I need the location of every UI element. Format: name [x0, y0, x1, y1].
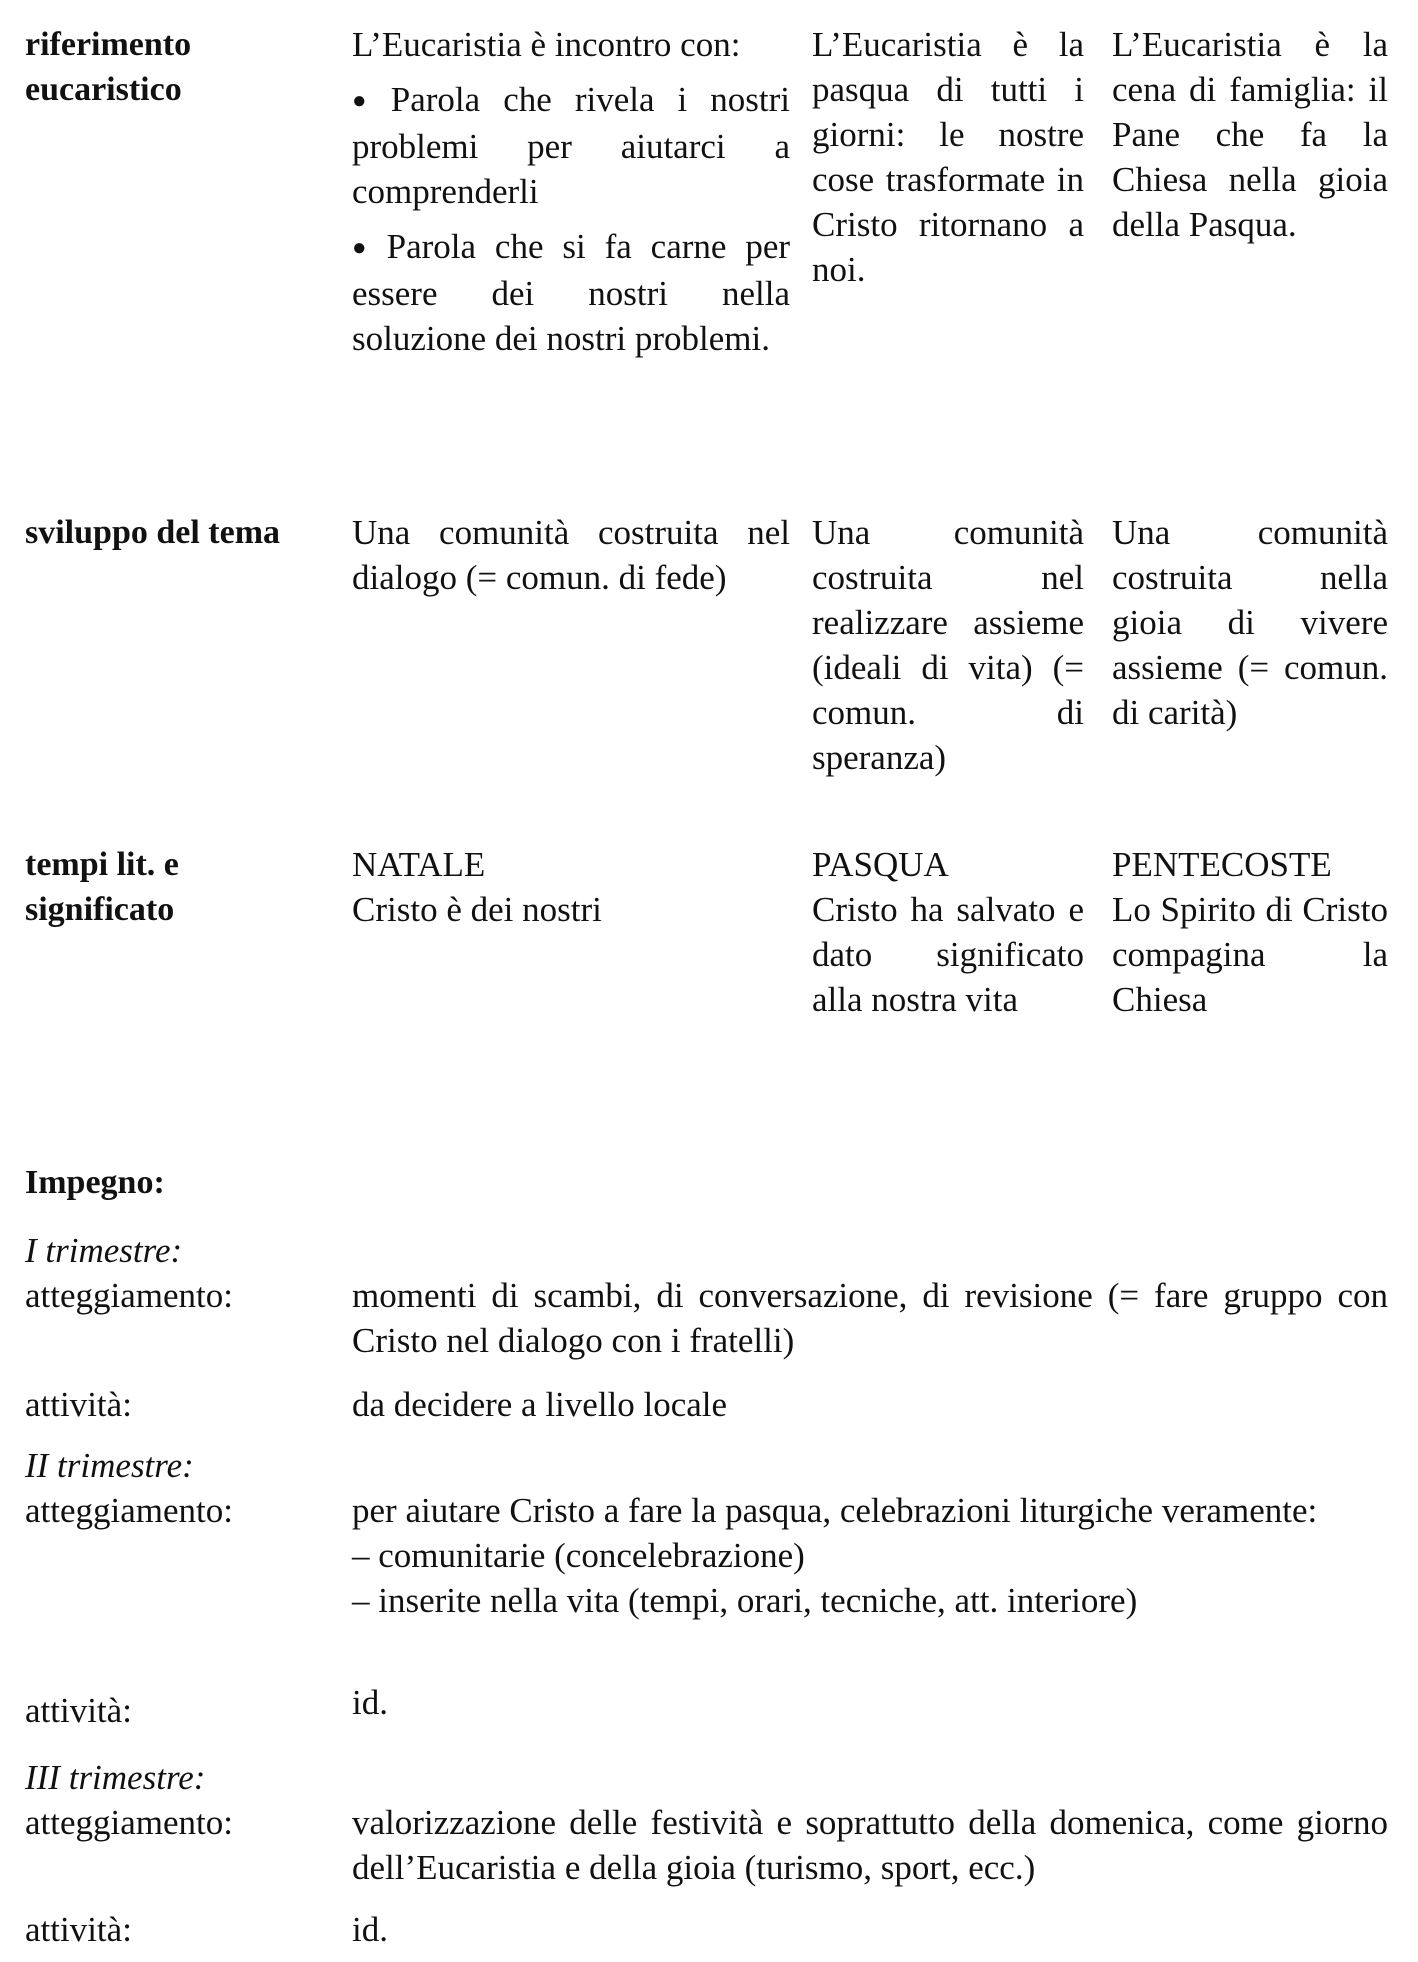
row-label: riferimento eucaristico [25, 26, 192, 108]
list-item: ● Parola che rivela i nostri problemi per aiutarci a comprenderli [352, 80, 790, 211]
cell-col3: L’Eucaristia è la cena di famiglia: il Pane che fa la Chiesa nella gioia della Pasqua. [1112, 25, 1388, 244]
cell-col3: Una comunità costruita nella gioia di vivere assieme (= comun. di carità) [1112, 513, 1388, 732]
attivita-value: id. [352, 1910, 388, 1949]
cell-text: Cristo è dei nostri [352, 890, 602, 929]
cell-text: Lo Spirito di Cristo compagina la Chiesa [1112, 890, 1388, 1019]
atteggiamento-label: atteggiamento: [25, 1276, 233, 1315]
cell-col2: Una comunità costruita nel realizzare assieme (ideali di vita) (= comun. di speranza) [812, 513, 1084, 777]
attivita-label: attività: [25, 1385, 132, 1424]
cell-col1 [352, 842, 790, 932]
trimestre-title: III trimestre: [25, 1758, 206, 1797]
attivita-label: attività: [25, 1691, 132, 1730]
cell-text: Cristo ha salvato e dato significato alla nostra vita [812, 890, 1084, 1019]
cell-title: PENTECOSTE [1112, 845, 1332, 884]
atteggiamento-value: momenti di scambi, di conversazione, di revisione (= fare gruppo con Cristo nel dialogo con i fratelli) [352, 1276, 1388, 1360]
cell-intro: L’Eucaristia è incontro con: [352, 25, 741, 64]
list-item: ● Parola che si fa carne per essere dei nostri nella soluzione dei nostri problemi. [352, 227, 791, 358]
bullet-icon: ● [352, 88, 381, 114]
trimestre-title: I trimestre: [25, 1231, 183, 1270]
attivita-value: id. [352, 1683, 388, 1722]
cell-title: PASQUA [812, 845, 949, 884]
section-heading-impegno: Impegno: [25, 1164, 165, 1201]
cell-col2 [812, 842, 1084, 1022]
atteggiamento-value: per aiutare Cristo a fare la pasqua, celebrazioni liturgiche veramente: – comunitarie (concelebrazione) – inserite nella vita (tempi, orari, tecniche, att. interiore) [352, 1491, 1318, 1620]
attivita-value: da decidere a livello locale [352, 1385, 728, 1424]
cell-title: NATALE [352, 845, 486, 884]
row-label: sviluppo del tema [25, 514, 281, 551]
cell-col2: L’Eucaristia è la pasqua di tutti i giorni: le nostre cose trasformate in Cristo ritornano a noi. [812, 25, 1084, 289]
cell-col1: Una comunità costruita nel dialogo (= comun. di fede) [352, 513, 790, 597]
cell-col1 [352, 22, 790, 361]
atteggiamento-value: valorizzazione delle festività e soprattutto della domenica, come giorno dell’Eucaristia e della gioia (turismo, sport, ecc.) [352, 1803, 1388, 1887]
attivita-label: attività: [25, 1910, 132, 1949]
cell-col3 [1112, 842, 1388, 1022]
trimestre-title: II trimestre: [25, 1446, 194, 1485]
atteggiamento-label: atteggiamento: [25, 1803, 233, 1842]
atteggiamento-label: atteggiamento: [25, 1491, 233, 1530]
row-label: tempi lit. e significato [25, 846, 179, 928]
bullet-icon: ● [352, 235, 377, 261]
